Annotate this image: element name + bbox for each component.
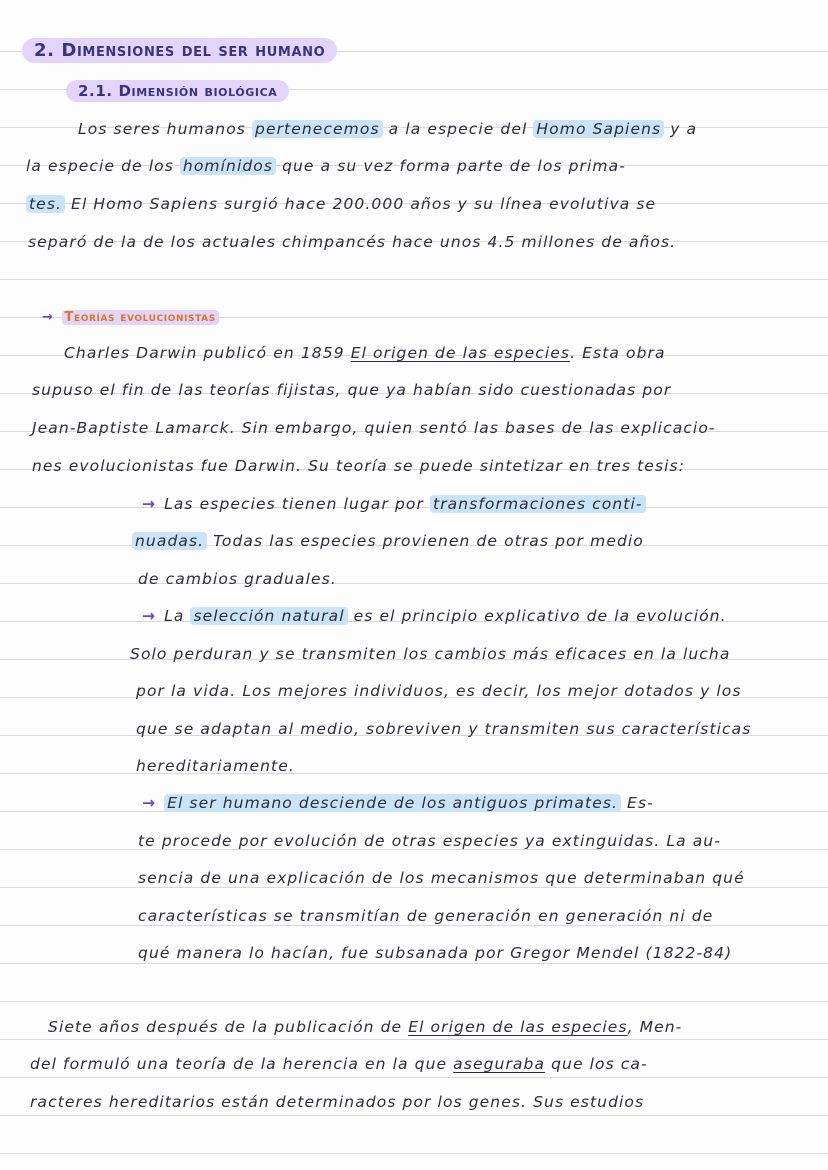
paragraph2-line3: Jean-Baptiste Lamarck. Sin embargo, quien sentó las bases de las explicacio-: [32, 419, 716, 437]
thesis1-line3: de cambios graduales.: [138, 570, 337, 588]
paragraph1-line3: tes. El Homo Sapiens surgió hace 200.000 años y su línea evolutiva se: [26, 194, 656, 214]
thesis1-line2: nuadas. Todas las especies provienen de otras por medio: [132, 531, 644, 551]
thesis3-line1: → El ser humano desciende de los antiguos primates. Es-: [142, 794, 654, 812]
arrow-icon: →: [142, 607, 157, 625]
paragraph1-line4: separó de la de los actuales chimpancés hace unos 4.5 millones de años.: [28, 233, 677, 251]
paragraph3-line2: del formuló una teoría de la herencia en la que aseguraba que los ca-: [30, 1055, 648, 1073]
thesis2-line2: Solo perduran y se transmiten los cambios más eficaces en la lucha: [130, 645, 731, 663]
thesis2-line1: → La selección natural es el principio explicativo de la evolución.: [142, 607, 727, 625]
arrow-icon: →: [142, 495, 157, 513]
paragraph3-line3: racteres hereditarios están determinados por los genes. Sus estudios: [30, 1093, 645, 1111]
thesis2-line4: que se adaptan al medio, sobreviven y transmiten sus características: [136, 720, 752, 738]
subsection-heading: 2.1. Dimensión biológica: [66, 78, 289, 104]
arrow-icon: →: [42, 310, 54, 325]
thesis2-line5: hereditariamente.: [136, 757, 295, 775]
thesis3-line2: te procede por evolución de otras especies ya extinguidas. La au-: [138, 832, 721, 850]
paragraph2-line1: Charles Darwin publicó en 1859 El origen de las especies. Esta obra: [64, 344, 666, 362]
thesis3-line5: qué manera lo hacían, fue subsanada por Gregor Mendel (1822-84): [138, 944, 733, 962]
section-heading: 2. Dimensiones del ser humano: [22, 38, 337, 64]
thesis3-line4: características se transmitían de generación en generación ni de: [138, 907, 714, 925]
thesis2-line3: por la vida. Los mejores individuos, es decir, los mejor dotados y los: [136, 682, 742, 700]
paragraph2-line4: nes evolucionistas fue Darwin. Su teoría se puede sintetizar en tres tesis:: [32, 457, 686, 475]
thesis3-line3: sencia de una explicación de los mecanismos que determinaban qué: [138, 869, 745, 887]
paragraph2-line2: supuso el fin de las teorías fijistas, que ya habían sido cuestionadas por: [32, 381, 672, 399]
arrow-icon: →: [142, 794, 157, 812]
paragraph1-line2: la especie de los homínidos que a su vez forma parte de los prima-: [26, 157, 626, 175]
thesis1-line1: → Las especies tienen lugar por transformaciones conti-: [142, 494, 646, 514]
paragraph3-line1: Siete años después de la publicación de El origen de las especies, Men-: [48, 1018, 683, 1036]
paragraph1-line1: Los seres humanos pertenecemos a la especie del Homo Sapiens y a: [78, 120, 698, 138]
theories-heading: → Teorías evolucionistas: [42, 305, 219, 331]
